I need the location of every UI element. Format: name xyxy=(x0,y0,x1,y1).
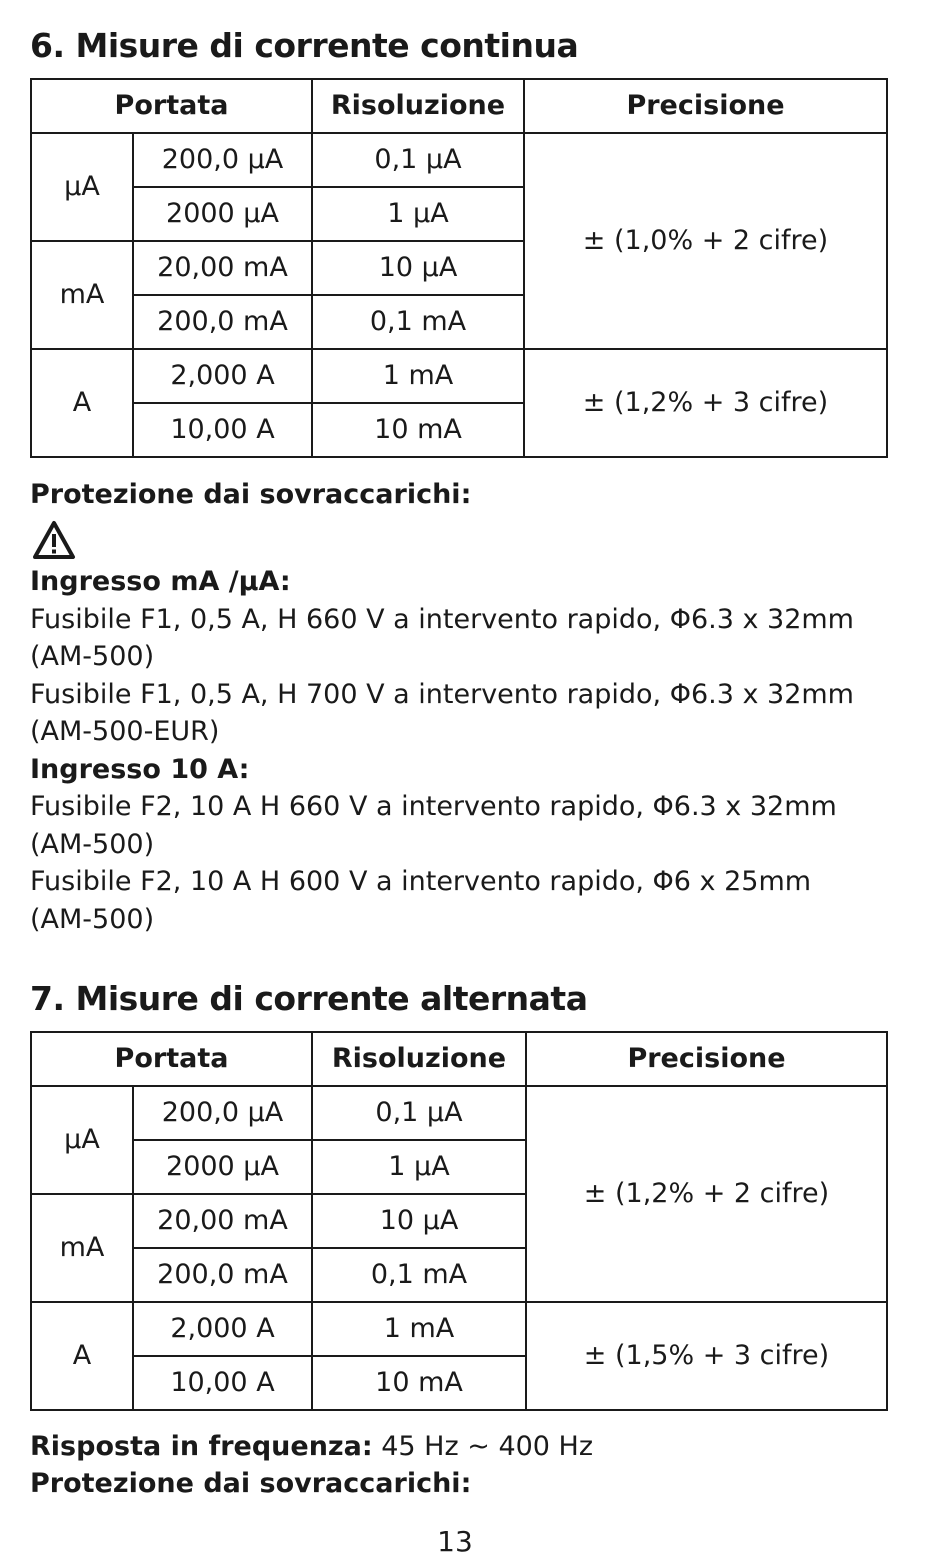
range-cell: 2000 µA xyxy=(133,187,312,241)
section-7-title: 7. Misure di corrente alternata xyxy=(30,979,588,1018)
table-row xyxy=(31,349,887,403)
input-ma-label: Ingresso mA /µA: xyxy=(30,566,291,597)
resolution-cell: 10 mA xyxy=(312,1356,526,1410)
unit-cell: µA xyxy=(31,133,133,241)
unit-cell: A xyxy=(31,349,133,457)
table-row xyxy=(31,1302,887,1356)
unit-cell: mA xyxy=(31,1194,133,1302)
overload-protection-label: Protezione dai sovraccarichi: xyxy=(30,479,472,510)
range-cell: 2,000 A xyxy=(133,349,312,403)
resolution-cell: 0,1 mA xyxy=(312,1248,526,1302)
fuse-model: (AM-500) xyxy=(30,828,155,860)
header-resolution: Risoluzione xyxy=(312,79,524,133)
range-cell: 200,0 µA xyxy=(133,133,312,187)
unit-cell: µA xyxy=(31,1086,133,1194)
resolution-cell: 1 µA xyxy=(312,1140,526,1194)
range-cell: 2000 µA xyxy=(133,1140,312,1194)
accuracy-cell: ± (1,2% + 3 cifre) xyxy=(524,349,887,457)
fuse-line: Fusibile F2, 10 A H 600 V a intervento rapido, Φ6 x 25mm xyxy=(30,866,812,897)
fuse-line: Fusibile F1, 0,5 A, H 660 V a intervento rapido, Φ6.3 x 32mm xyxy=(30,603,854,635)
page-number: 13 xyxy=(437,1525,473,1558)
resolution-cell: 10 µA xyxy=(312,241,524,295)
range-cell: 200,0 µA xyxy=(133,1086,312,1140)
accuracy-cell: ± (1,0% + 2 cifre) xyxy=(524,133,887,349)
header-accuracy: Precisione xyxy=(524,79,887,133)
resolution-cell: 10 mA xyxy=(312,403,524,457)
header-range: Portata xyxy=(31,79,312,133)
fuse-specifications xyxy=(30,563,910,938)
fuse-model: (AM-500) xyxy=(30,641,155,672)
resolution-cell: 0,1 µA xyxy=(312,1086,526,1140)
range-cell: 20,00 mA xyxy=(133,1194,312,1248)
resolution-cell: 1 mA xyxy=(312,1302,526,1356)
table-row xyxy=(31,133,887,187)
unit-cell: mA xyxy=(31,241,133,349)
fuse-model: (AM-500) xyxy=(30,903,155,935)
fuse-line: Fusibile F1, 0,5 A, H 700 V a intervento rapido, Φ6.3 x 32mm xyxy=(30,678,854,710)
resolution-cell: 10 µA xyxy=(312,1194,526,1248)
accuracy-cell: ± (1,5% + 3 cifre) xyxy=(526,1302,887,1410)
table-row xyxy=(31,1086,887,1140)
range-cell: 200,0 mA xyxy=(133,295,312,349)
frequency-response-label: Risposta in frequenza: xyxy=(30,1431,373,1462)
ac-current-table xyxy=(30,1031,888,1411)
frequency-response xyxy=(30,1428,910,1466)
range-cell: 2,000 A xyxy=(133,1302,312,1356)
resolution-cell: 1 mA xyxy=(312,349,524,403)
range-cell: 200,0 mA xyxy=(133,1248,312,1302)
warning-triangle-icon xyxy=(32,520,76,560)
table-header-row xyxy=(31,79,887,133)
table-header-row xyxy=(31,1032,887,1086)
fuse-line: Fusibile F2, 10 A H 660 V a intervento rapido, Φ6.3 x 32mm xyxy=(30,791,837,822)
section-6-title: 6. Misure di corrente continua xyxy=(30,26,579,65)
accuracy-cell: ± (1,2% + 2 cifre) xyxy=(526,1086,887,1302)
input-10a-label: Ingresso 10 A: xyxy=(30,753,250,785)
overload-protection-label-ac: Protezione dai sovraccarichi: xyxy=(30,1468,472,1499)
resolution-cell: 1 µA xyxy=(312,187,524,241)
resolution-cell: 0,1 mA xyxy=(312,295,524,349)
range-cell: 20,00 mA xyxy=(133,241,312,295)
header-range: Portata xyxy=(31,1032,312,1086)
range-cell: 10,00 A xyxy=(133,1356,312,1410)
unit-cell: A xyxy=(31,1302,133,1410)
range-cell: 10,00 A xyxy=(133,403,312,457)
fuse-model: (AM-500-EUR) xyxy=(30,716,220,747)
header-accuracy: Precisione xyxy=(526,1032,887,1086)
dc-current-table xyxy=(30,78,888,458)
header-resolution: Risoluzione xyxy=(312,1032,526,1086)
resolution-cell: 0,1 µA xyxy=(312,133,524,187)
frequency-response-value: 45 Hz ~ 400 Hz xyxy=(372,1431,594,1462)
